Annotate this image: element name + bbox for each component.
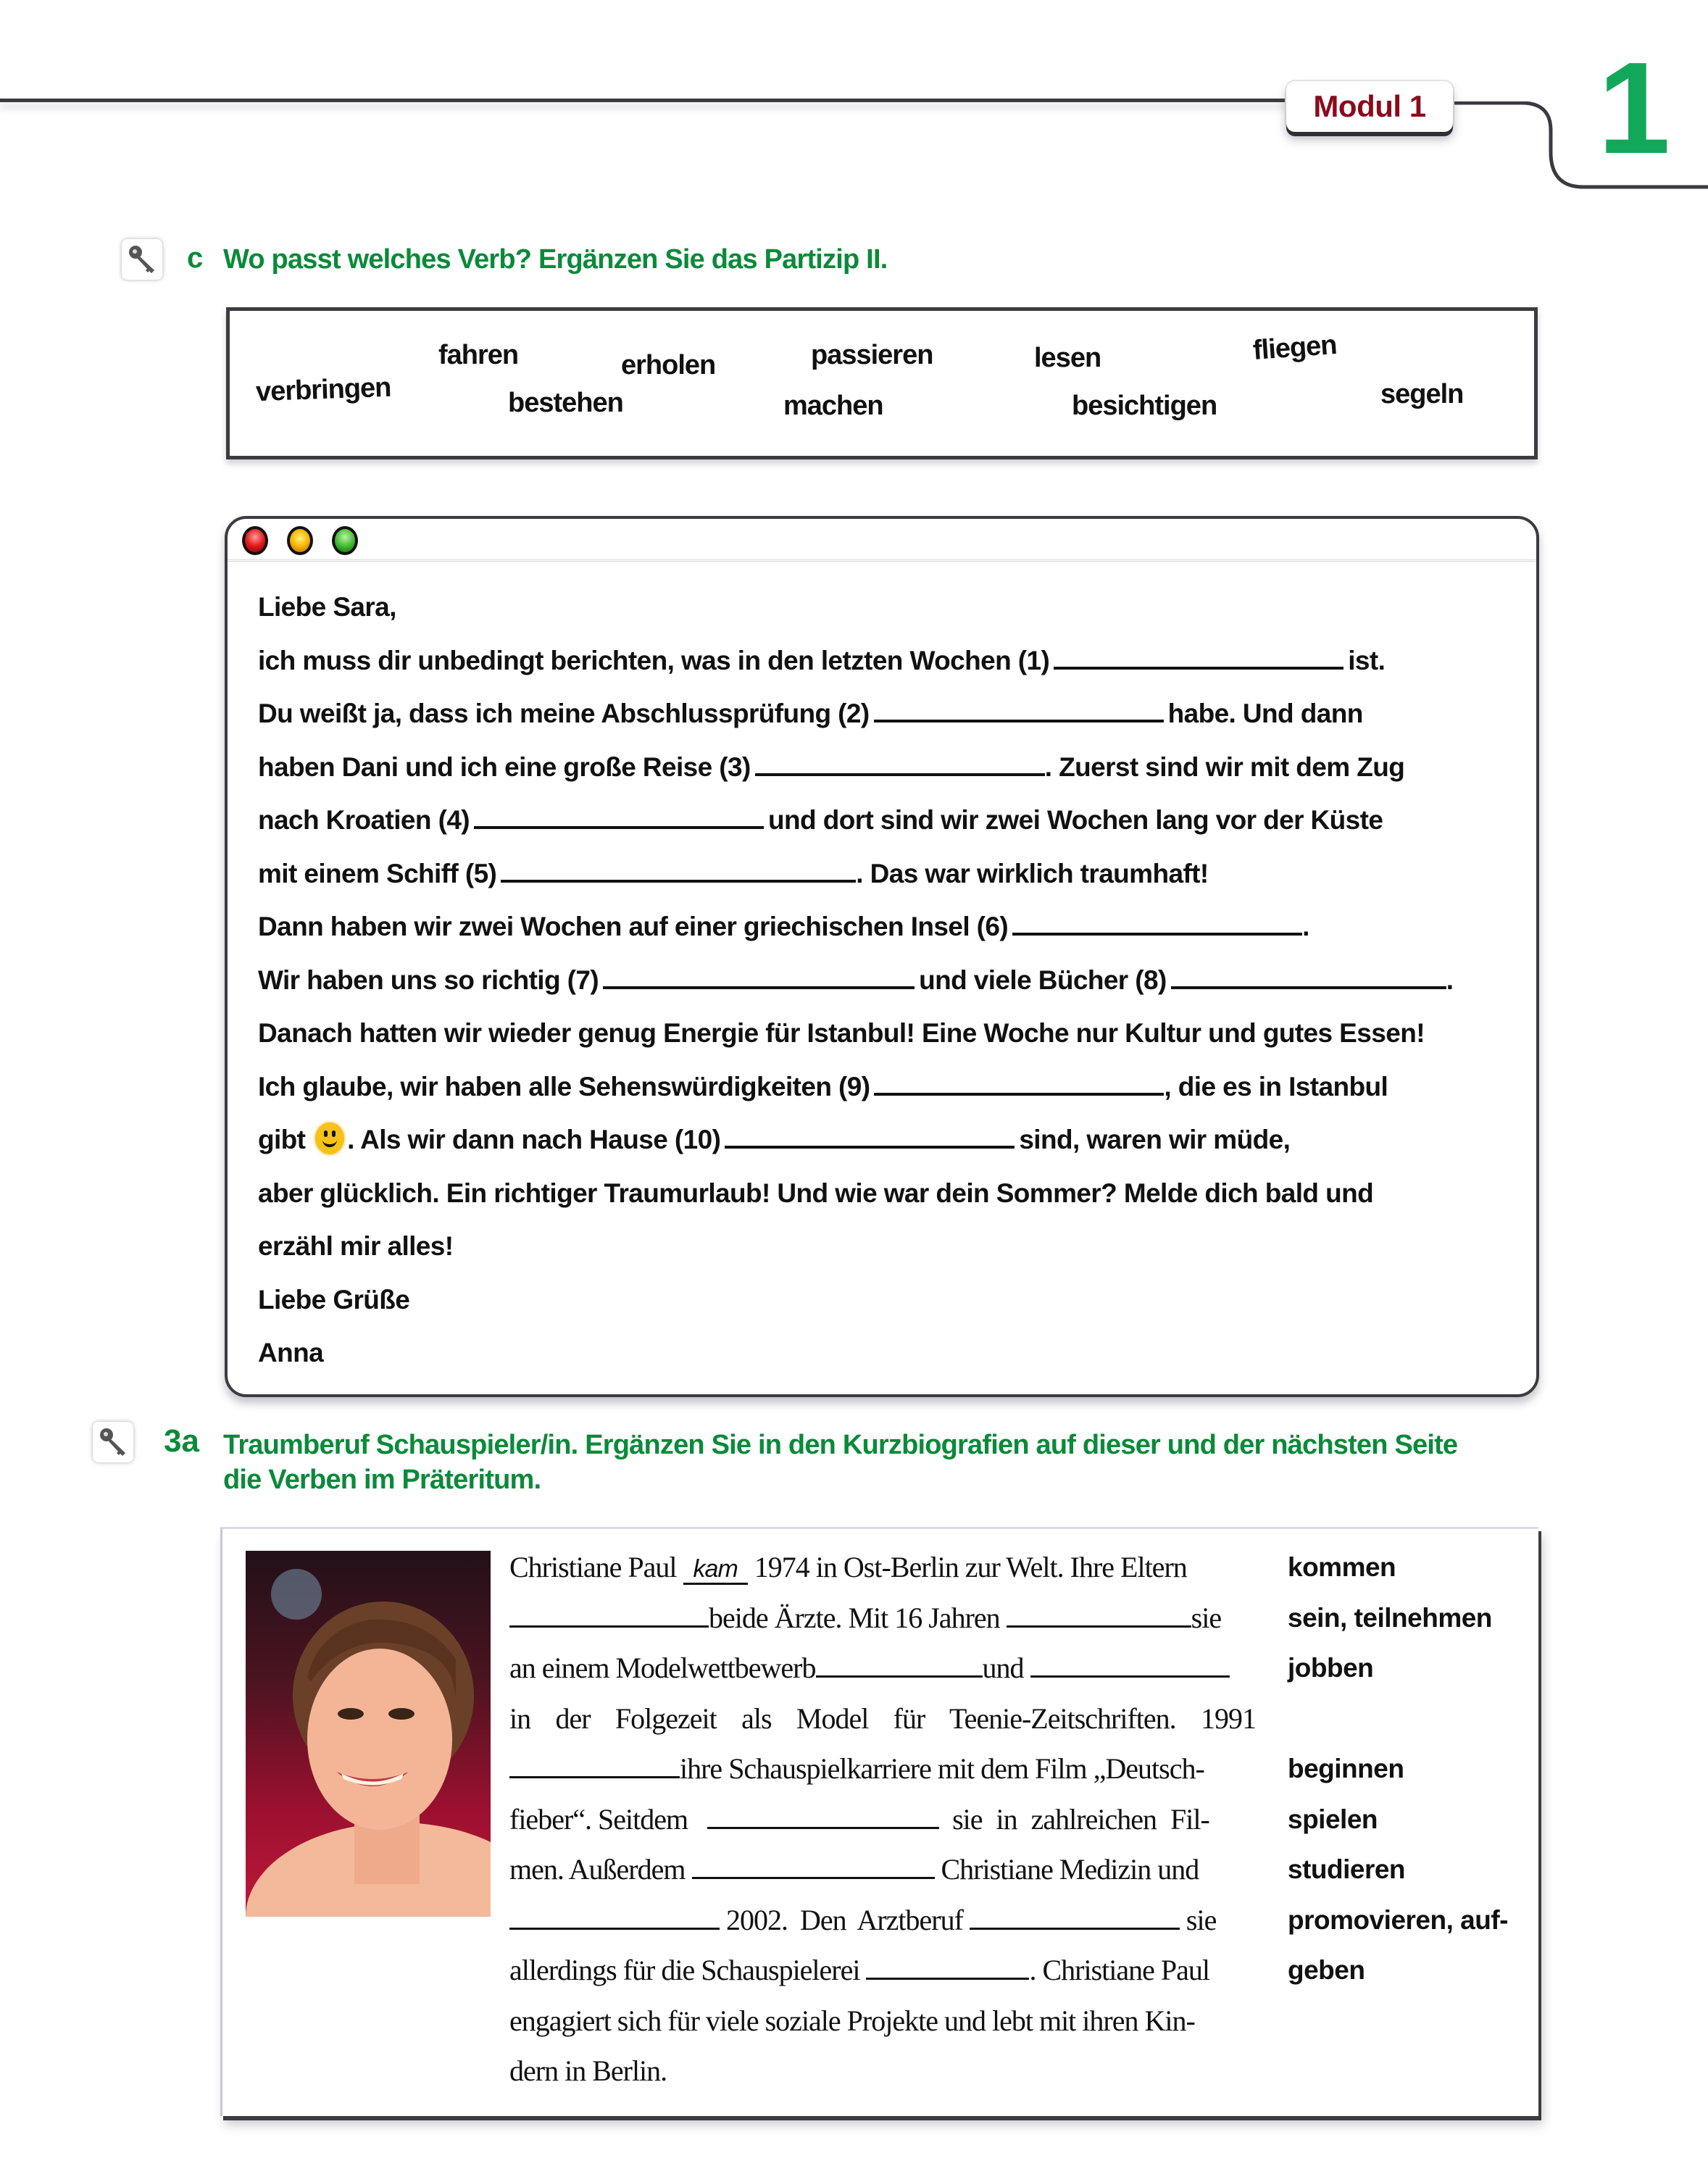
bio-text: sie <box>1191 1601 1222 1634</box>
mail-text: . Als wir dann nach Hause (10) <box>347 1125 721 1154</box>
mail-line <box>258 900 1507 954</box>
portrait-illustration <box>246 1551 491 1917</box>
mail-line: Danach hatten wir wieder genug Energie für Istanbul! Eine Woche nur Kultur und gutes Essen! <box>258 1018 1425 1048</box>
bio-text: und <box>982 1652 1024 1684</box>
blank-7[interactable] <box>603 965 915 989</box>
verb-item: geben <box>1288 1955 1365 1985</box>
header-curve <box>1449 101 1708 196</box>
mail-text: habe. Und dann <box>1167 699 1363 728</box>
module-label: Modul 1 <box>1313 89 1426 123</box>
word-item: besichtigen <box>1072 391 1217 421</box>
mail-text: . Zuerst sind wir mit dem Zug <box>1044 751 1405 782</box>
bio-text: ihre Schauspielkarriere mit dem Film „Deutsch- <box>680 1752 1204 1785</box>
mail-body <box>258 580 1507 1380</box>
verb-item <box>1288 1694 1508 1744</box>
bio-line <box>509 1593 1256 1644</box>
biography-text <box>509 1542 1256 2096</box>
mail-greeting: Liebe Sara, <box>258 592 396 622</box>
blank-6[interactable] <box>1012 911 1302 936</box>
bio-text: fieber“. Seitdem <box>509 1802 688 1836</box>
smiley-icon <box>315 1123 344 1154</box>
word-item: segeln <box>1380 379 1464 409</box>
mail-text: und dort sind wir zwei Wochen lang vor der Küste <box>768 805 1383 835</box>
mail-line <box>258 1060 1507 1114</box>
example-answer: kam <box>683 1555 748 1585</box>
chapter-number: 1 <box>1598 36 1668 181</box>
exercise-3a-title-line2: die Verben im Präteritum. <box>223 1465 541 1495</box>
mail-text: und viele Bücher (8) <box>919 965 1167 995</box>
mail-signature: Anna <box>258 1338 324 1367</box>
portrait-photo <box>246 1551 491 1917</box>
word-item: machen <box>783 391 883 421</box>
blank[interactable] <box>866 1956 1029 1980</box>
key-glyph <box>125 243 159 276</box>
key-icon[interactable] <box>122 239 162 280</box>
bio-line <box>509 1643 1256 1694</box>
key-icon[interactable] <box>93 1422 133 1462</box>
mail-line: aber glücklich. Ein richtiger Traumurlaub! Und wie war dein Sommer? Melde dich bald und <box>258 1178 1374 1208</box>
mail-line <box>258 634 1507 688</box>
exercise-c-title: Wo passt welches Verb? Ergänzen Sie das Partizip II. <box>223 244 888 275</box>
word-item: bestehen <box>508 388 623 418</box>
bio-line <box>509 1945 1256 1996</box>
blank-2[interactable] <box>874 698 1164 722</box>
mail-window <box>225 516 1539 1397</box>
bio-line: dern in Berlin. <box>509 2054 667 2087</box>
bio-line <box>509 1895 1256 1946</box>
bio-text: sie <box>1186 1903 1217 1936</box>
blank[interactable] <box>816 1654 983 1678</box>
blank[interactable] <box>509 1754 680 1778</box>
mail-text: gibt <box>258 1125 306 1154</box>
bio-text: allerdings für die Schauspielerei <box>509 1954 860 1986</box>
mail-line <box>258 794 1507 847</box>
blank[interactable] <box>1030 1654 1230 1678</box>
exercise-c-label: c <box>187 242 204 274</box>
blank-4[interactable] <box>474 804 764 829</box>
word-item: fahren <box>438 340 519 370</box>
exercise-3a-title-line1: Traumberuf Schauspieler/in. Ergänzen Sie in den Kurzbiografien auf dieser und der nächsten Seite <box>223 1430 1458 1460</box>
bio-line <box>509 1744 1256 1794</box>
word-item: passieren <box>811 340 933 370</box>
blank[interactable] <box>509 1906 720 1930</box>
bio-text: Christiane Paul <box>509 1551 677 1583</box>
mail-text: ist. <box>1348 645 1386 675</box>
mail-text: , die es in Istanbul <box>1164 1071 1388 1101</box>
biography-box <box>220 1527 1538 2116</box>
verb-item: promovieren, auf- <box>1288 1904 1508 1935</box>
blank-9[interactable] <box>874 1071 1164 1096</box>
verb-item: kommen <box>1288 1552 1396 1582</box>
blank-3[interactable] <box>755 751 1045 776</box>
module-tab <box>1286 81 1453 132</box>
mail-line <box>258 687 1507 741</box>
blank[interactable] <box>970 1906 1180 1930</box>
blank[interactable] <box>1007 1604 1191 1628</box>
blank[interactable] <box>509 1604 709 1628</box>
zoom-button-icon[interactable] <box>332 526 358 555</box>
mail-text: Ich glaube, wir haben alle Sehenswürdigkeiten (9) <box>258 1071 870 1101</box>
mail-line <box>258 741 1507 794</box>
bio-line <box>509 1794 1256 1845</box>
mail-text: . <box>1446 965 1454 995</box>
mail-text: Du weißt ja, dass ich meine Abschlussprüfung (2) <box>258 699 870 728</box>
bio-text: men. Außerdem <box>509 1853 686 1886</box>
verb-item: jobben <box>1288 1653 1374 1683</box>
bio-text: sie in zahlreichen Fil- <box>952 1802 1209 1836</box>
verb-item: studieren <box>1288 1854 1406 1884</box>
mail-text: nach Kroatien (4) <box>258 805 470 835</box>
mail-text: sind, waren wir müde, <box>1019 1125 1291 1154</box>
mail-text: Wir haben uns so richtig (7) <box>258 965 599 995</box>
word-item: verbringen <box>255 372 392 408</box>
bio-text: 2002. Den Arztberuf <box>726 1903 963 1936</box>
header-rule <box>0 99 1297 102</box>
mail-text: mit einem Schiff (5) <box>258 858 497 888</box>
word-box <box>226 307 1538 459</box>
bio-line: engagiert sich für viele soziale Projekte und lebt mit ihren Kin- <box>509 2004 1195 2037</box>
mail-line <box>258 847 1507 901</box>
word-item: lesen <box>1034 343 1101 373</box>
mail-titlebar <box>228 519 1536 562</box>
bio-text: an einem Modelwettbewerb <box>509 1652 816 1684</box>
close-button-icon[interactable] <box>242 526 268 555</box>
bio-text: beide Ärzte. Mit 16 Jahren <box>709 1601 1000 1634</box>
word-item: fliegen <box>1251 330 1338 366</box>
bio-text: . Christiane Paul <box>1029 1954 1210 1986</box>
bio-line <box>509 1844 1256 1895</box>
mail-line: erzähl mir alles! <box>258 1231 454 1261</box>
blank-5[interactable] <box>501 858 856 883</box>
blank[interactable] <box>692 1855 935 1879</box>
verb-item: spielen <box>1288 1804 1378 1834</box>
blank-10[interactable] <box>725 1124 1015 1149</box>
bio-line <box>509 1542 1256 1593</box>
verb-item: beginnen <box>1288 1754 1404 1783</box>
word-item: erholen <box>621 350 716 380</box>
minimize-button-icon[interactable] <box>287 526 313 555</box>
bio-text: Christiane Medizin und <box>941 1853 1199 1886</box>
mail-text: Dann haben wir zwei Wochen auf einer griechischen Insel (6) <box>258 912 1009 941</box>
key-glyph <box>96 1425 130 1459</box>
mail-text: haben Dani und ich eine große Reise (3) <box>258 751 751 782</box>
verb-item: sein, teilnehmen <box>1288 1602 1492 1633</box>
mail-line <box>258 954 1507 1007</box>
mail-line <box>258 1113 1507 1167</box>
verb-list <box>1288 1542 1508 1996</box>
bio-text: 1974 in Ost-Berlin zur Welt. Ihre Eltern <box>754 1551 1187 1583</box>
exercise-3a-label: 3a <box>164 1423 199 1459</box>
bio-line: in der Folgezeit als Model für Teenie-Zeitschriften. 1991 <box>509 1702 1256 1735</box>
mail-text: . <box>1302 912 1309 941</box>
blank-1[interactable] <box>1054 645 1344 670</box>
blank[interactable] <box>707 1805 939 1829</box>
blank-8[interactable] <box>1171 965 1446 989</box>
mail-text: ich muss dir unbedingt berichten, was in den letzten Wochen (1) <box>258 645 1050 675</box>
mail-text: . Das war wirklich traumhaft! <box>856 858 1209 888</box>
mail-closing: Liebe Grüße <box>258 1284 410 1315</box>
